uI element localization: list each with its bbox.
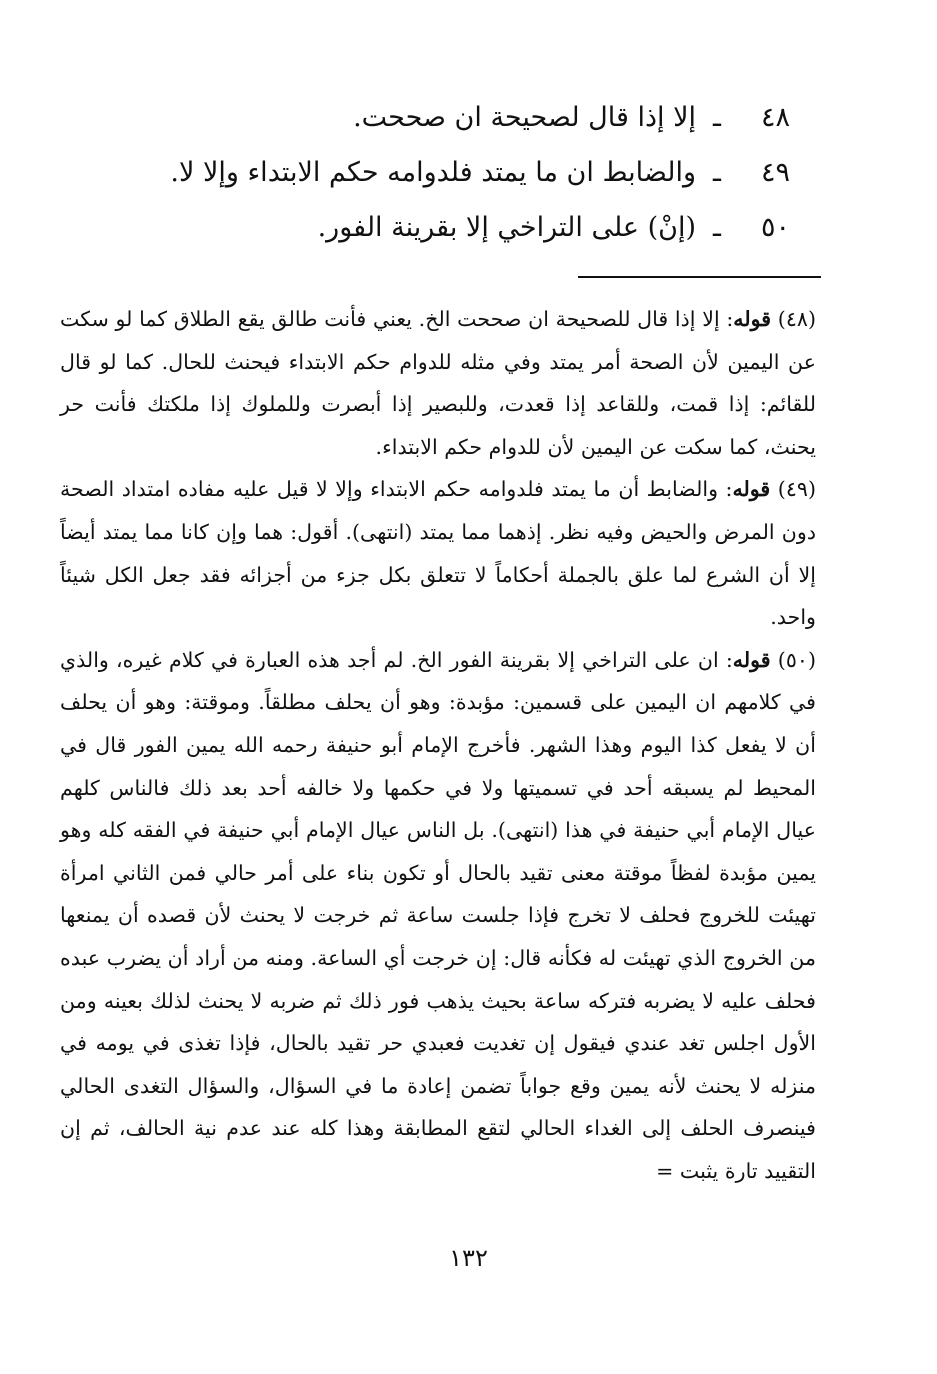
note-50	[60, 639, 816, 1193]
note-ref: (٤٩)	[777, 477, 816, 502]
note-text: : ان على التراخي إلا بقرينة الفور الخ. لم أجد هذه العبارة في كلام غيره، والذي في كلامهم ان اليمين على قسمين: مؤبدة: وهو أن يحلف مطلقاً. وموقتة: وهو أن يحلف أن لا يفعل كذا اليوم وهذا الشهر. فأخرج الإمام أبو حنيفة رحمه الله يمين الفور قال في المحيط لم يسبقه أحد في تسميتها ولا في حكمها ولا خالفه أحد بعد ذلك فالناس كلهم عيال الإمام أبي حنيفة في هذا (انتهى). بل الناس عيال الإمام أبي حنيفة في الفقه كله وهو يمين مؤبدة لفظاً موقتة معنى تقيد بالحال أو تكون بناء على أمر حالي فمن الثاني امرأة تهيئت للخروج فحلف لا تخرج فإذا جلست ساعة ثم خرجت لا يحنث لأن قصده أن يمنعها من الخروج الذي تهيئت له فكأنه قال: إن خرجت أي الساعة. ومنه من أراد أن يضرب عبده فحلف عليه لا يضربه فتركه ساعة بحيث يذهب فور ذلك ثم ضربه لا يحنث لذلك بعينه ومن الأول اجلس تغد عندي فيقول إن تغديت فعبدي حر تقيد بالحال، فإذا تغذى في يومه في منزله لا يحنث لأنه يمين وقع جواباً تضمن إعادة ما في السؤال، والسؤال التغدى الحالي فينصرف الحلف إلى الغداء الحالي لتقع المطابقة وهذا كله عند عدم نية الحالف، ثم إن التقييد تارة يثبت =	[60, 647, 816, 1183]
rule-50	[150, 200, 790, 255]
rule-49	[150, 145, 790, 200]
note-49	[60, 468, 816, 638]
note-lead: قوله	[732, 647, 771, 672]
rule-dash: ـ	[713, 102, 721, 133]
page-number: ١٣٢	[449, 1244, 488, 1272]
rule-48	[150, 90, 790, 145]
rule-dash: ـ	[713, 212, 721, 243]
footnote-separator	[578, 276, 821, 278]
rule-text: إلا إذا قال لصحيحة ان صححت.	[353, 102, 696, 133]
note-text: : إلا إذا قال للصحيحة ان صححت الخ. يعني فأنت طالق يقع الطلاق كما لو سكت عن اليمين لأن الصحة أمر يمتد وفي مثله للدوام حكم الابتداء فيحنث للحال. كما لو قال للقائم: إذا قمت، وللقاعد إذا قعدت، وللبصير إذا أبصرت وللملوك إذا ملكتك فأنت حر يحنث، كما سكت عن اليمين لأن للدوام حكم الابتداء.	[60, 307, 816, 459]
note-ref: (٤٨)	[777, 307, 817, 331]
note-lead: قوله	[733, 307, 772, 331]
note-text: : والضابط أن ما يمتد فلدوامه حكم الابتداء وإلا لا قيل عليه مفاده امتداد الصحة دون المرض والحيض وفيه نظر. إذهما مما يمتد (انتهى). أقول: هما وإن كانا مما يمتد أيضاً إلا أن الشرع لما علق بالجملة أحكاماً لا تتعلق بكل جزء من أجزائه فقد جعل الكل شيئاً واحد.	[60, 477, 816, 630]
note-48	[60, 298, 816, 468]
rules-list	[150, 90, 790, 255]
note-ref: (٥٠)	[777, 647, 816, 672]
rule-dash: ـ	[713, 157, 721, 188]
rule-number: ٤٨	[760, 102, 790, 133]
rule-number: ٤٩	[760, 157, 790, 188]
commentary-notes	[60, 298, 816, 1192]
note-lead: قوله	[732, 477, 771, 502]
rule-number: ٥٠	[760, 212, 790, 243]
rule-text: والضابط ان ما يمتد فلدوامه حكم الابتداء وإلا لا.	[170, 157, 696, 188]
rule-text: (إنْ) على التراخي إلا بقرينة الفور.	[317, 212, 696, 243]
